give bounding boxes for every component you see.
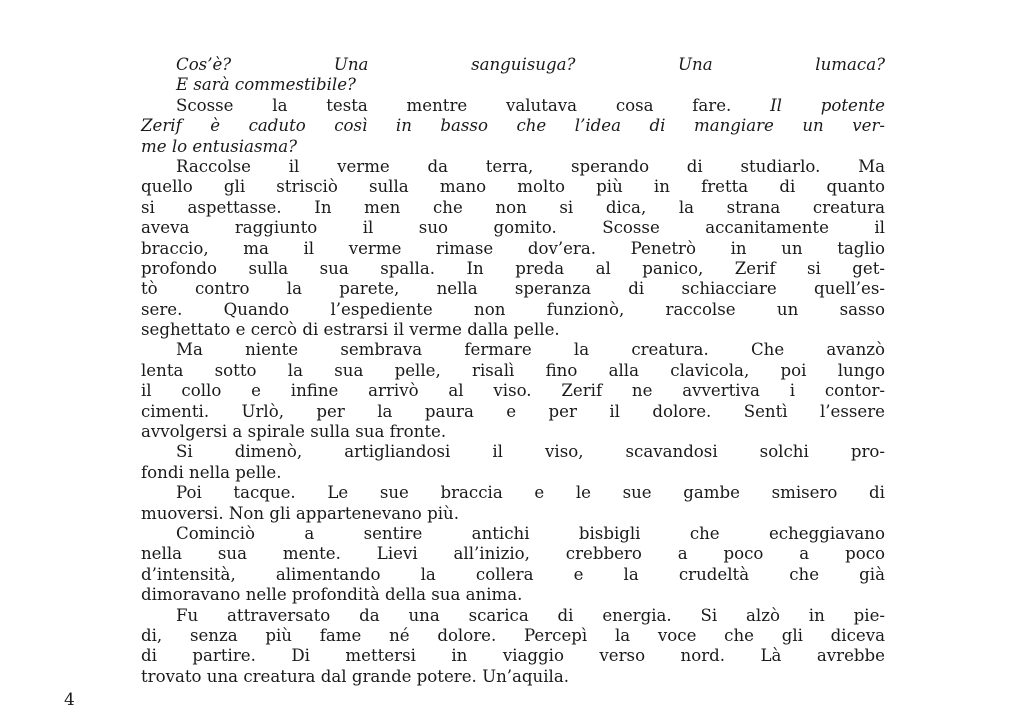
text-line: braccio, ma il verme rimase dov’era. Penetrò in un taglio	[141, 238, 885, 258]
text-line: dimoravano nelle profondità della sua anima.	[141, 585, 523, 605]
text-line: seghettato e cercò di estrarsi il verme dalla pelle.	[141, 320, 560, 340]
text-line: di, senza più fame né dolore. Percepì la voce che gli diceva	[141, 625, 885, 645]
text-line: cimenti. Urlò, per la paura e per il dolore. Sentì l’essere	[141, 401, 885, 421]
page-number: 4	[64, 690, 75, 710]
text-line-italic: Il potente	[770, 95, 885, 115]
text-line: Cos’è? Una sanguisuga? Una lumaca?	[176, 55, 885, 74]
text-line: E sarà commestibile?	[176, 75, 356, 95]
text-line: si aspettasse. In men che non si dica, la strana creatura	[141, 197, 885, 217]
text-line: profondo sulla sua spalla. In preda al panico, Zerif si get-	[141, 258, 885, 278]
text-line: sere. Quando l’espediente non funzionò, raccolse un sasso	[141, 299, 885, 319]
text-line: d’intensità, alimentando la collera e la crudeltà che già	[141, 564, 885, 584]
text-line: avvolgersi a spirale sulla sua fronte.	[141, 422, 447, 442]
text-line: muoversi. Non gli appartenevano più.	[141, 503, 459, 523]
text-line: nella sua mente. Lievi all’inizio, crebbero a poco a poco	[141, 544, 885, 564]
text-line: aveva raggiunto il suo gomito. Scosse accanitamente il	[141, 218, 885, 238]
text-line-roman: Scosse la testa mentre valutava cosa fare.	[176, 95, 771, 115]
text-line: Si dimenò, artigliandosi il viso, scavandosi solchi pro-	[176, 442, 885, 462]
text-line: Ma niente sembrava fermare la creatura. Che avanzò	[176, 340, 885, 360]
text-line: lenta sotto la sua pelle, risalì fino alla clavicola, poi lungo	[141, 360, 885, 380]
text-line: Fu attraversato da una scarica di energia. Si alzò in pie-	[176, 605, 885, 625]
body-text	[141, 55, 885, 687]
text-line: tò contro la parete, nella speranza di schiacciare quell’es-	[141, 279, 885, 299]
text-line: quello gli strisciò sulla mano molto più in fretta di quanto	[141, 177, 885, 197]
text-line: Poi tacque. Le sue braccia e le sue gambe smisero di	[176, 483, 885, 503]
text-line: di partire. Di mettersi in viaggio verso nord. Là avrebbe	[141, 646, 885, 666]
text-line: trovato una creatura dal grande potere. Un’aquila.	[141, 666, 570, 686]
text-line: il collo e infine arrivò al viso. Zerif ne avvertiva i contor-	[141, 381, 885, 401]
text-line: fondi nella pelle.	[141, 462, 282, 482]
text-line: me lo entusiasma?	[141, 136, 298, 156]
text-line	[141, 96, 885, 116]
text-line: Zerif è caduto così in basso che l’idea di mangiare un ver-	[141, 116, 885, 136]
text-line: Cominciò a sentire antichi bisbigli che echeggiavano	[176, 523, 885, 543]
text-line: Raccolse il verme da terra, sperando di studiarlo. Ma	[176, 156, 885, 176]
